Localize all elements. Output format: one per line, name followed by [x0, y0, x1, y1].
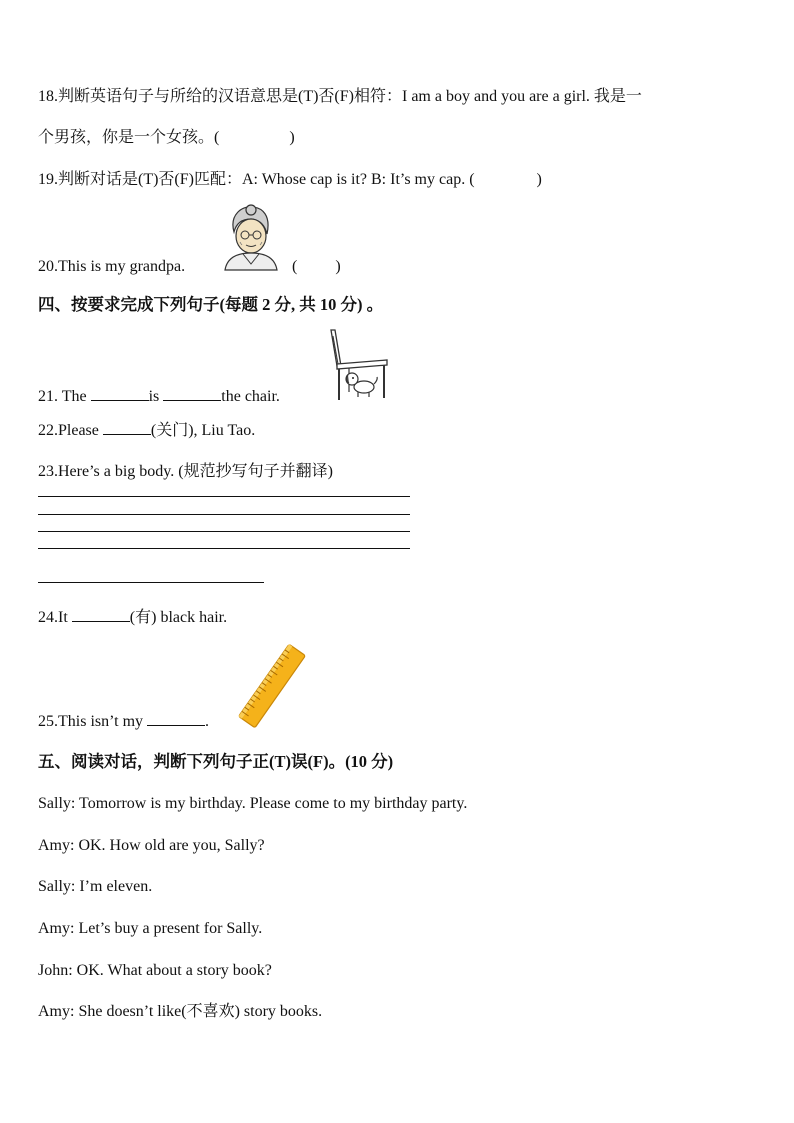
- question-18-line-2: [38, 128, 295, 148]
- question-25: 25.This isn’t my .: [38, 713, 210, 730]
- writing-line-1[interactable]: [38, 496, 410, 497]
- answer-parens-20[interactable]: ( ): [292, 258, 341, 275]
- question-24: 24.It (有) black hair.: [38, 609, 228, 626]
- question-20: [38, 257, 185, 277]
- close-paren: ): [289, 129, 295, 146]
- writing-line-2[interactable]: [38, 514, 410, 515]
- dialogue-line: Sally: I’m eleven.: [38, 878, 153, 895]
- dialogue-line: Amy: She doesn’t like(不喜欢) story books.: [38, 1003, 323, 1020]
- question-19: [38, 170, 542, 190]
- question-23: 23.Here’s a big body. (规范抄写句子并翻译): [38, 463, 333, 480]
- translation-line[interactable]: [38, 582, 264, 583]
- writing-line-3[interactable]: [38, 531, 410, 532]
- dialogue-line: Sally: Tomorrow is my birthday. Please come to my birthday party.: [38, 795, 468, 812]
- section-4-heading: 四、按要求完成下列句子(每题 2 分, 共 10 分) 。: [38, 295, 384, 314]
- question-19-prompt: 19.判断对话是(T)否(F)匹配：A: Whose cap is it? B: It’s my cap. (: [38, 171, 475, 188]
- question-21: 21. The is the chair.: [38, 388, 280, 405]
- blank-25[interactable]: [147, 711, 205, 726]
- close-paren: ): [536, 171, 542, 188]
- section-5-heading: 五、阅读对话，判断下列句子正(T)误(F)。(10 分): [38, 752, 394, 771]
- blank-22[interactable]: [103, 420, 151, 435]
- question-18-prompt: 个男孩，你是一个女孩。(: [38, 129, 220, 146]
- question-21-number: 21: [38, 388, 54, 405]
- question-18-line-1: 18.判断英语句子与所给的汉语意思是(T)否(F)相符：I am a boy and you are a girl. 我是一: [38, 88, 642, 105]
- dialogue-line: Amy: Let’s buy a present for Sally.: [38, 920, 263, 937]
- blank-21b[interactable]: [163, 386, 221, 401]
- dialogue-line: Amy: OK. How old are you, Sally?: [38, 837, 265, 854]
- question-20-prompt: 20.This is my grandpa.: [38, 258, 186, 275]
- blank-21a[interactable]: [91, 386, 149, 401]
- dialogue-line: John: OK. What about a story book?: [38, 962, 272, 979]
- ruler-icon: [234, 644, 310, 728]
- question-22: 22.Please (关门), Liu Tao.: [38, 422, 256, 439]
- dog-under-chair-icon: [327, 328, 389, 402]
- writing-line-4[interactable]: [38, 548, 410, 549]
- blank-24[interactable]: [72, 607, 130, 622]
- grandma-portrait-icon: [221, 204, 279, 272]
